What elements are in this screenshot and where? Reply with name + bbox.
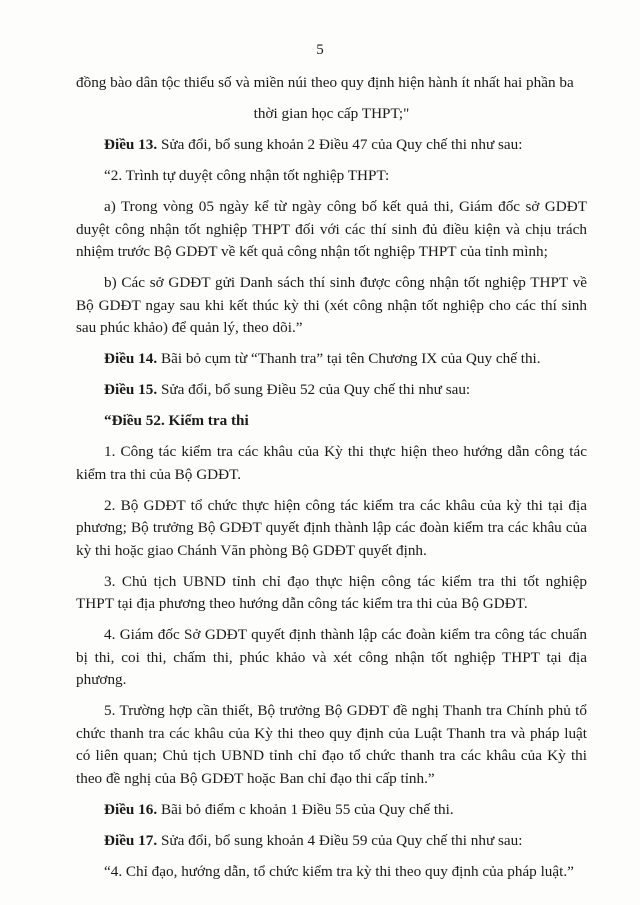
article-text: Bãi bỏ điểm c khoản 1 Điều 55 của Quy chế thi. xyxy=(157,800,454,818)
article-text: Sửa đổi, bổ sung khoản 4 Điều 59 của Quy chế thi như sau: xyxy=(157,831,523,849)
article-label: Điều 17. xyxy=(104,831,158,849)
clause-5: 5. Trường hợp cần thiết, Bộ trưởng Bộ GDĐT đề nghị Thanh tra Chính phủ tổ chức thanh tra các khâu của Kỳ thi theo quy định của Luật Thanh tra và pháp luật có liên quan; Chủ tịch UBND tỉnh chỉ đạo tổ chức thanh tra các khâu của Kỳ thi theo đề nghị của Bộ GDĐT hoặc Ban chỉ đạo thi cấp tỉnh.” xyxy=(76,702,587,787)
article-label: Điều 14. xyxy=(104,350,158,367)
document-body xyxy=(76,72,587,892)
article-17 xyxy=(76,830,587,853)
clause-1: 1. Công tác kiểm tra các khâu của Kỳ thi thực hiện theo hướng dẫn công tác kiểm tra thi của Bộ GDĐT. xyxy=(76,443,587,483)
article-15 xyxy=(76,379,587,402)
page-number: 5 xyxy=(316,42,324,58)
article-52-heading xyxy=(76,410,587,433)
clause-4-article-59: “4. Chỉ đạo, hướng dẫn, tổ chức kiểm tra kỳ thi theo quy định của pháp luật.” xyxy=(104,862,574,880)
article-16 xyxy=(76,799,587,822)
article-text: Sửa đổi, bổ sung khoản 2 Điều 47 của Quy chế thi như sau: xyxy=(157,136,523,153)
clause-2-heading: “2. Trình tự duyệt công nhận tốt nghiệp THPT: xyxy=(104,167,390,184)
clause-2: 2. Bộ GDĐT tổ chức thực hiện công tác kiểm tra các khâu của kỳ thi tại địa phương; Bộ trưởng Bộ GDĐT quyết định thành lập các đoàn kiểm tra các khâu của kỳ thi hoặc giao Chánh Văn phòng Bộ GDĐT quyết định. xyxy=(76,496,587,559)
point-b: b) Các sở GDĐT gửi Danh sách thí sinh được công nhận tốt nghiệp THPT về Bộ GDĐT ngay sau khi kết thúc kỳ thi (xét công nhận tốt nghiệp cho các thí sinh sau phúc khảo) để quản lý, theo dõi.” xyxy=(76,274,587,336)
paragraph-continuation-end: thời gian học cấp THPT;" xyxy=(253,105,410,122)
article-52-title: “Điều 52. Kiểm tra thi xyxy=(104,412,249,429)
point-a: a) Trong vòng 05 ngày kể từ ngày công bố kết quả thi, Giám đốc sở GDĐT duyệt công nhận tốt nghiệp THPT đối với các thí sinh đủ điều kiện và chịu trách nhiệm trước Bộ GDĐT về kết quả công nhận tốt nghiệp THPT của tỉnh mình; xyxy=(76,198,587,260)
article-13 xyxy=(76,134,587,157)
article-text: Bãi bỏ cụm từ “Thanh tra” tại tên Chương IX của Quy chế thi. xyxy=(157,350,541,367)
paragraph-continuation: đồng bào dân tộc thiểu số và miền núi theo quy định hiện hành ít nhất hai phần ba xyxy=(76,74,574,91)
article-14 xyxy=(76,348,587,371)
clause-4: 4. Giám đốc Sở GDĐT quyết định thành lập các đoàn kiểm tra công tác chuẩn bị thi, coi thi, chấm thi, phúc khảo và xét công nhận tốt nghiệp THPT tại địa phương. xyxy=(76,626,587,688)
clause-3: 3. Chủ tịch UBND tỉnh chỉ đạo thực hiện công tác kiểm tra thi tốt nghiệp THPT tại địa phương theo hướng dẫn công tác kiểm tra thi của Bộ GDĐT. xyxy=(76,572,587,612)
article-label: Điều 16. xyxy=(104,800,158,818)
article-label: Điều 15. xyxy=(104,381,158,398)
article-label: Điều 13. xyxy=(104,136,158,153)
article-text: Sửa đổi, bổ sung Điều 52 của Quy chế thi như sau: xyxy=(157,381,471,398)
